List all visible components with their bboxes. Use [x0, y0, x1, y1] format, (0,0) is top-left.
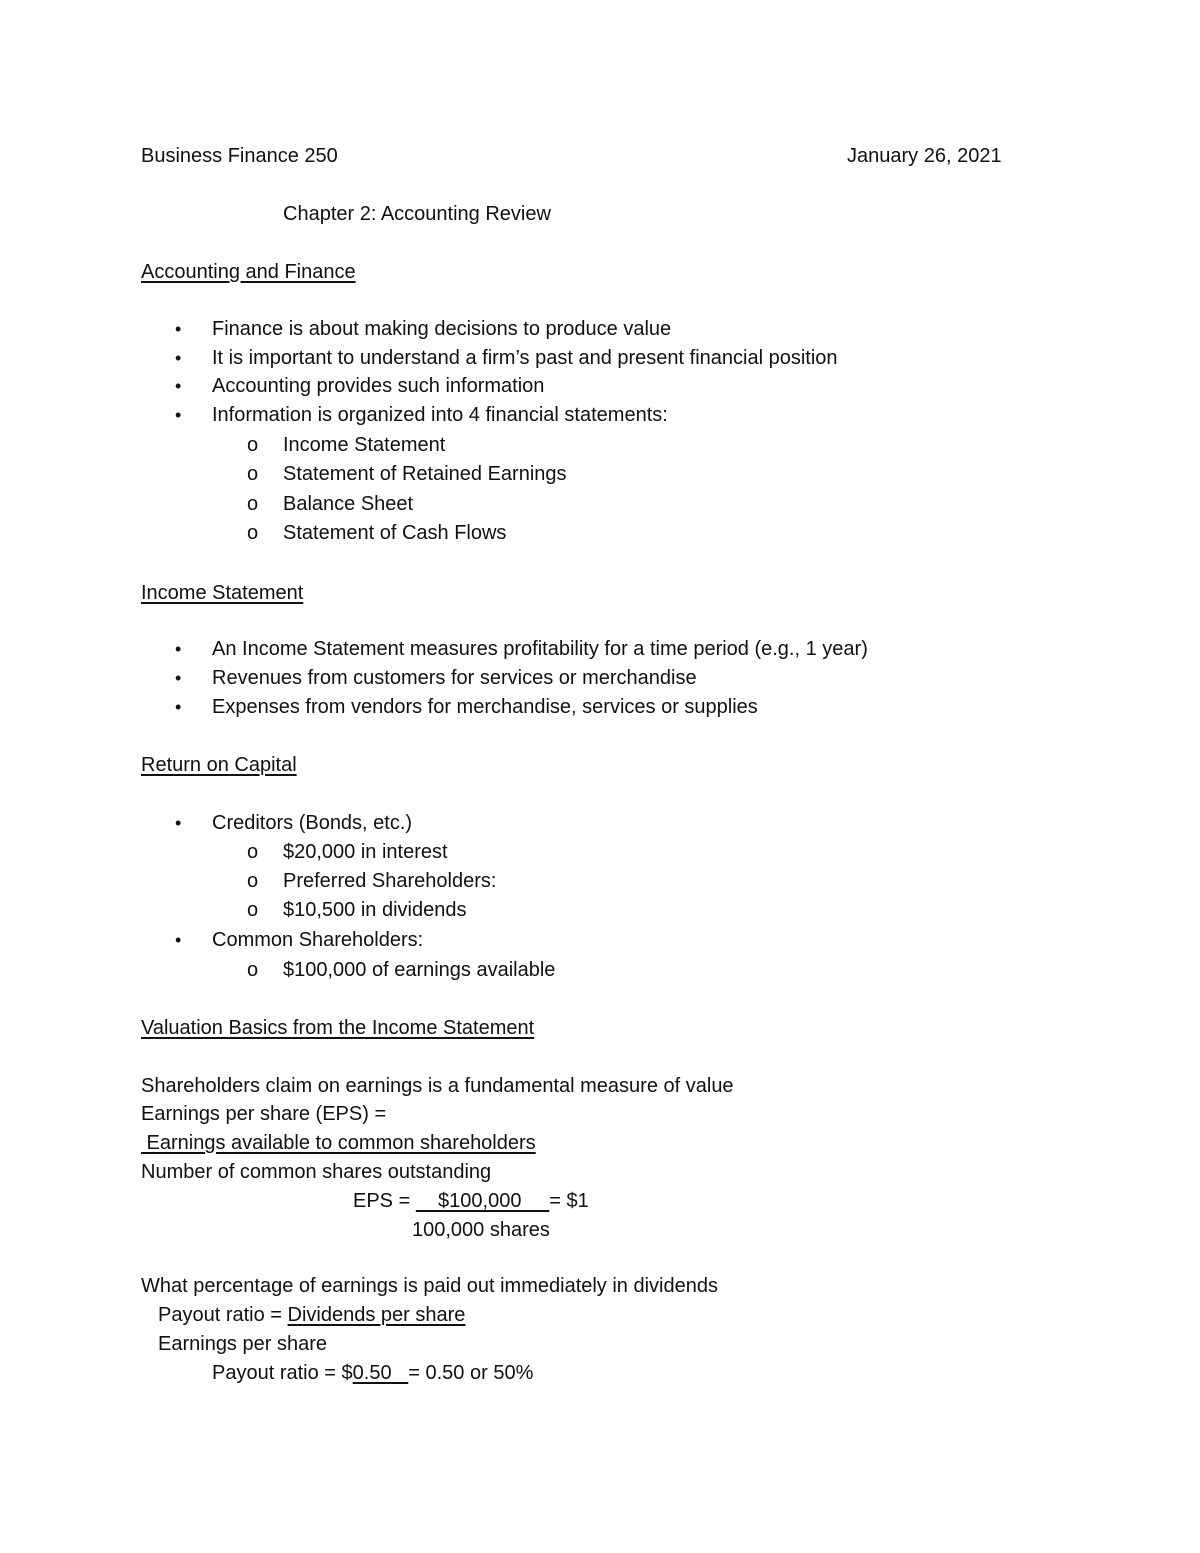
section-heading-valuation: Valuation Basics from the Income Statement — [141, 1017, 535, 1039]
list-item: It is important to understand a firm’s past and present financial position — [212, 347, 838, 369]
payout-calc-prefix: Payout ratio = $ — [212, 1362, 353, 1384]
section-heading-accounting: Accounting and Finance — [141, 261, 356, 283]
document-date: January 26, 2021 — [847, 145, 1002, 167]
list-item: Revenues from customers for services or merchandise — [212, 667, 697, 689]
section-heading-income: Income Statement — [141, 582, 304, 604]
sub-list-item: Statement of Retained Earnings — [283, 463, 567, 485]
sub-bullet-icon: o — [247, 899, 259, 921]
payout-def-prefix: Payout ratio = — [158, 1304, 288, 1326]
bullet-icon: • — [175, 348, 182, 368]
sub-list-item: Balance Sheet — [283, 493, 414, 515]
payout-definition — [158, 1303, 465, 1327]
list-item: Accounting provides such information — [212, 375, 545, 397]
bullet-icon: • — [175, 405, 182, 425]
eps-calc-numerator: $100,000 — [415, 1190, 550, 1212]
sub-list-item: $100,000 of earnings available — [283, 959, 556, 981]
payout-calc-numerator: 0.50 — [352, 1362, 409, 1384]
sub-bullet-icon: o — [247, 493, 259, 515]
eps-calc-result: = $1 — [549, 1190, 589, 1212]
list-item: Creditors (Bonds, etc.) — [212, 812, 413, 834]
section-heading-return: Return on Capital — [141, 754, 297, 776]
list-item: Finance is about making decisions to produce value — [212, 318, 672, 340]
sub-bullet-icon: o — [247, 959, 259, 981]
eps-calc-prefix: EPS = — [353, 1190, 416, 1212]
payout-calc-result: = 0.50 or 50% — [408, 1362, 534, 1384]
sub-list-item: $10,500 in dividends — [283, 899, 467, 921]
bullet-icon: • — [175, 930, 182, 950]
sub-bullet-icon: o — [247, 463, 259, 485]
sub-bullet-icon: o — [247, 841, 259, 863]
payout-question: What percentage of earnings is paid out immediately in dividends — [141, 1275, 718, 1297]
list-item: Common Shareholders: — [212, 929, 424, 951]
sub-bullet-icon: o — [247, 870, 259, 892]
payout-def-numerator: Dividends per share — [287, 1304, 466, 1326]
bullet-icon: • — [175, 376, 182, 396]
eps-definition: Earnings per share (EPS) = — [141, 1103, 387, 1125]
eps-calc-denominator: 100,000 shares — [412, 1219, 550, 1241]
bullet-icon: • — [175, 668, 182, 688]
sub-list-item: Preferred Shareholders: — [283, 870, 497, 892]
sub-list-item: $20,000 in interest — [283, 841, 448, 863]
sub-list-item: Statement of Cash Flows — [283, 522, 507, 544]
chapter-title: Chapter 2: Accounting Review — [283, 203, 551, 225]
list-item: Information is organized into 4 financial statements: — [212, 404, 668, 426]
eps-calculation — [353, 1189, 589, 1213]
sub-bullet-icon: o — [247, 522, 259, 544]
sub-bullet-icon: o — [247, 434, 259, 456]
course-title: Business Finance 250 — [141, 145, 338, 167]
valuation-claim: Shareholders claim on earnings is a fundamental measure of value — [141, 1075, 734, 1097]
sub-list-item: Income Statement — [283, 434, 446, 456]
bullet-icon: • — [175, 319, 182, 339]
payout-calculation — [212, 1361, 533, 1385]
bullet-icon: • — [175, 639, 182, 659]
eps-numerator: Earnings available to common shareholders — [141, 1132, 536, 1154]
bullet-icon: • — [175, 697, 182, 717]
payout-def-denominator: Earnings per share — [158, 1333, 327, 1355]
eps-denominator: Number of common shares outstanding — [141, 1161, 492, 1183]
list-item: An Income Statement measures profitability for a time period (e.g., 1 year) — [212, 638, 868, 660]
list-item: Expenses from vendors for merchandise, services or supplies — [212, 696, 758, 718]
bullet-icon: • — [175, 813, 182, 833]
